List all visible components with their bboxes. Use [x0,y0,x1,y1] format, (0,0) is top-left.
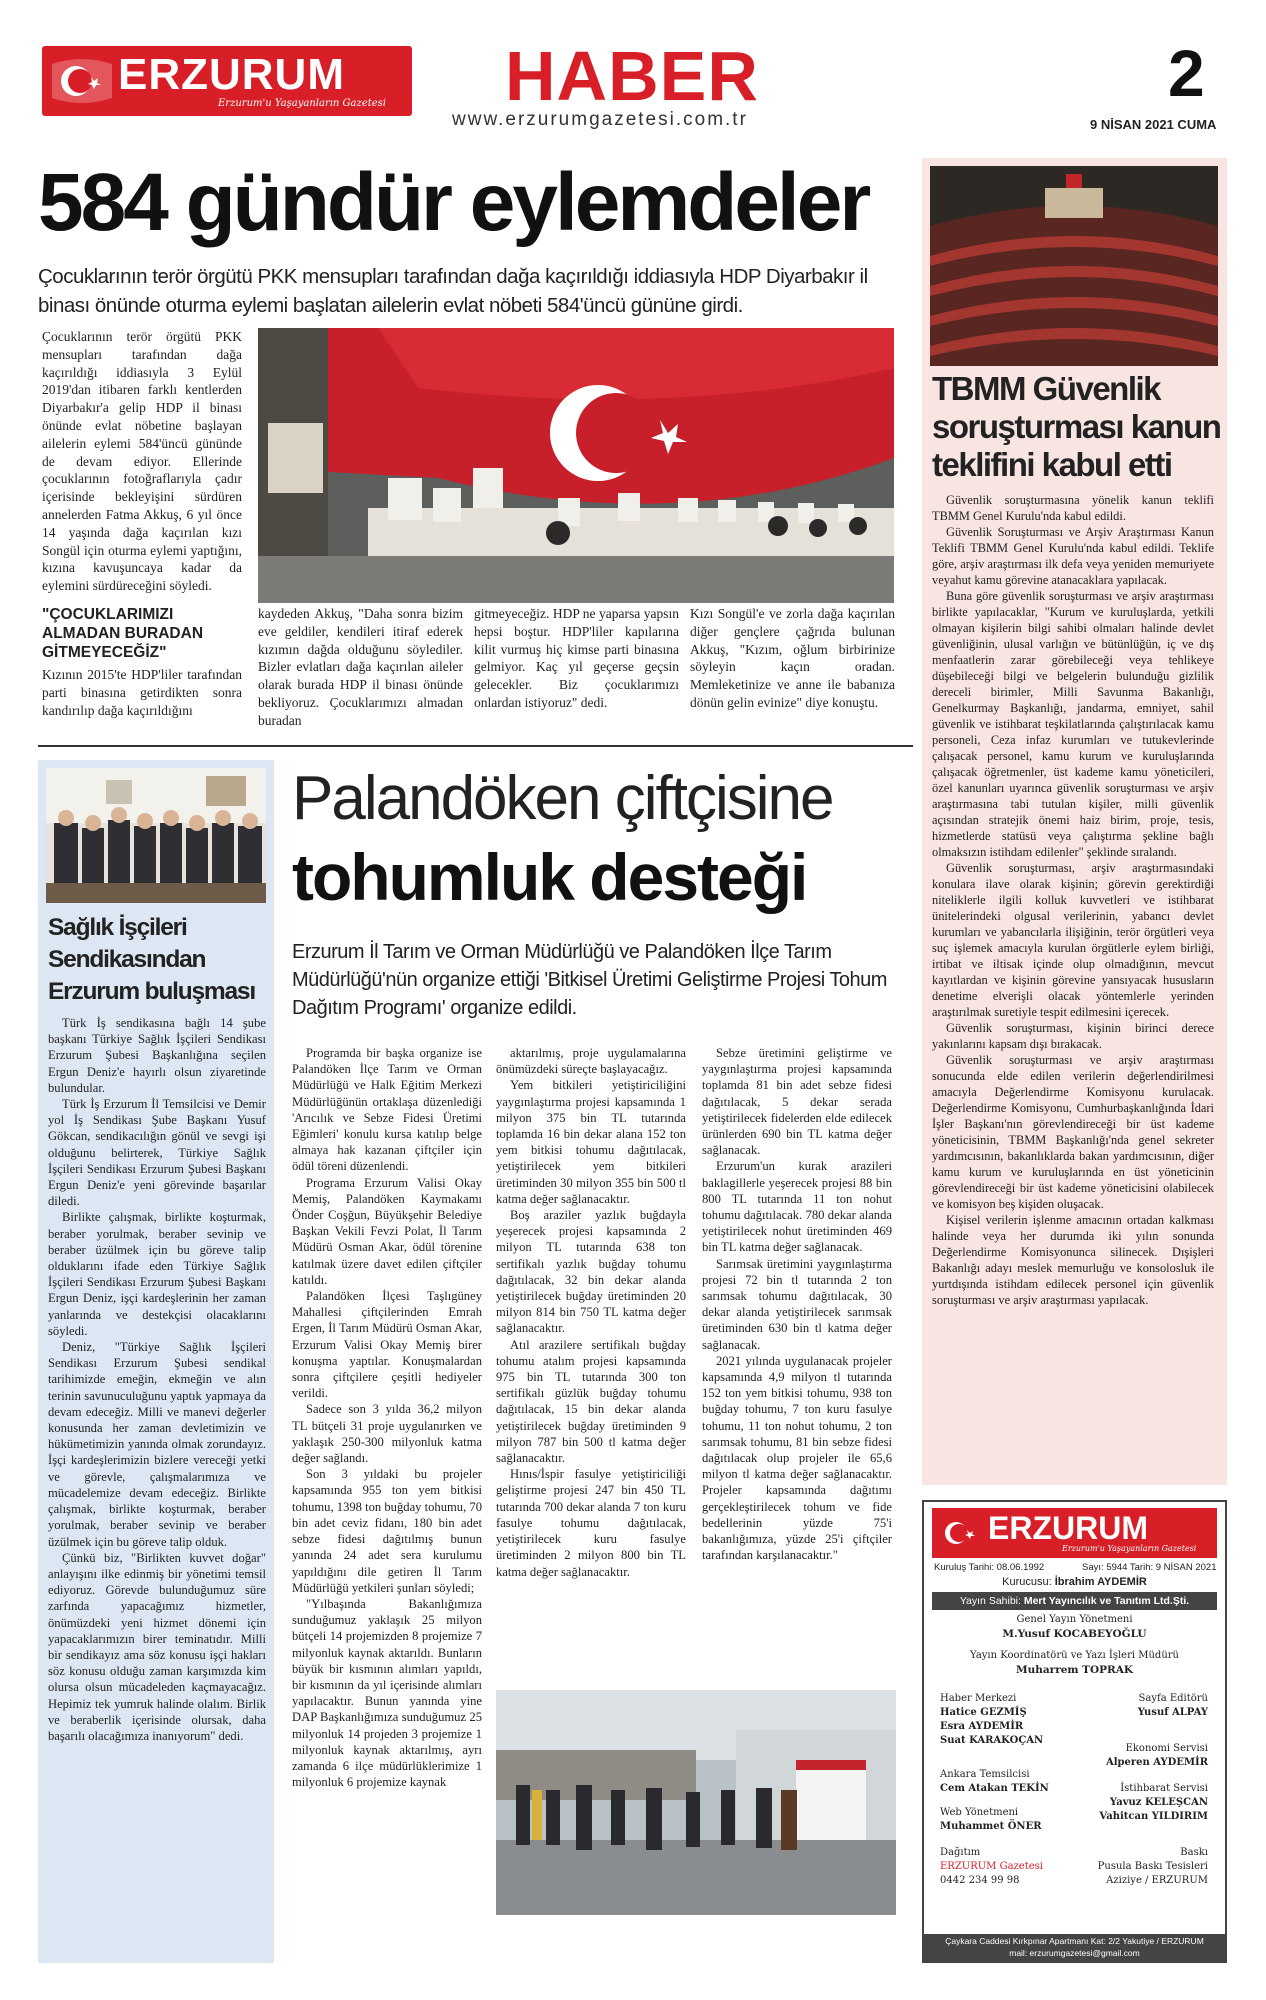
intel-name: Yavuz KELEŞCAN [1109,1797,1208,1808]
news-center-name: Hatice GEZMİŞ [940,1707,1027,1718]
owner-name: Mert Yayıncılık ve Tanıtım Ltd.Şti. [1023,1595,1190,1607]
impressum-logo-tagline: Erzurum'u Yaşayanların Gazetesi [1062,1544,1197,1553]
page-number: 2 [1168,36,1205,110]
economy-name: Alperen AYDEMİR [1105,1757,1208,1768]
palandoken-paragraph: Sebze üretimini geliştirme ve yaygınlaştırma projesi kapsamında toplamda 81 bin adet sebze fidesi dağıtılacak, 5 dekar serada yetiştirilecek fidelerden elde edilecek ürünlerden 690 bin TL katma değer sağlanacak. [702,1046,892,1158]
impressum-founded: Kuruluş Tarihi: 08.06.1992 [934,1562,1045,1573]
palandoken-paragraph: Sarımsak üretimini yaygınlaştırma projesi 72 bin tl tutarında 2 ton sarımsak tohumu dağıtılacak, 30 dekar alanda yetiştirilecek sarımsak üretiminden 630 bin tl katma değer sağlanacak. [702,1256,892,1352]
impressum-footer [924,1934,1225,1961]
saglik-headline: Sağlık İşçileri Sendikasından Erzurum buluşması [48,914,255,1005]
palandoken-paragraph: 2021 yılında uygulanacak projeler kapsamında 4,9 milyon tl tutarında 152 ton yem bitkisi tohumu, 938 ton buğday tohumu, 7 ton kuru fasulye tohumu, 11 ton nohut tohumu, 2 ton sarımsak tohumu, 81 bin sebze fidesi dağıtılacak olup projeler ile 65,6 milyon tl katma değer sağlanacaktır. Projeler kapsamında dağıtımı gerçekleştirilecek tohum ve fide bedellerinin yüzde 75'i bakanlığımıza, yüzde 25'i çiftçiler tarafından karşılanacaktır." [702,1353,892,1563]
economy-label: Ekonomi Servisi [1125,1743,1208,1754]
palandoken-paragraph: Yem bitkileri yetiştiriciliğini yaygınlaştırma projesi kapsamında 1 milyon 375 bin TL tutarında toplamda 16 bin dekar alana 152 ton yem bitkisi tohumu dağıtılacak, yetiştirilecek yem bitkileri üretiminden 30 milyon 355 bin 500 tl katma değer sağlanacaktır. [496,1078,686,1206]
lead-col3-text: gitmeyeceğiz. HDP ne yaparsa yapsın hepsi boştur. HDP'liler kapılarına kilit vurmuş hiç kimse parti binasına gelmiyor. Kaç yıl geçerse geçsin gelecekler. Biz çocuklarımızı onlardan istiyoruz" dedi. [474,606,679,710]
palandoken-headline-line2: tohumluk desteği [292,840,807,914]
saglik-photo [46,768,266,903]
page-editor [1090,1692,1208,1720]
saglik-paragraph: Türk İş sendikasına bağlı 14 şube başkanı Türkiye Sağlık İşçileri Sendikası Erzurum Şubesi Başkanlığına seçilen Ergun Deniz'e hayırlı olsun ziyaretinde bulundular. [48,1016,266,1095]
lead-headline: 584 gündür eylemdeler [38,157,869,248]
impressum-founder-row [932,1576,1217,1588]
saglik-paragraph: Deniz, "Türkiye Sağlık İşçileri Sendikası Erzurum Şubesi sendikal tarihimizde emeğin, ekmeğin ve alın terinin savunuculuğunu yaptık yapmaya da devam edeceğiz. Milli ve manevi değerler konusunda her zaman devletimizin ve hükümetimizin yanında olmak zorundayız. İşçi kardeşlerimizin bizlere vereceği yetki ve görevle, çalışmalarımıza ve mücadelemize devam edeceğiz. Birlikte çalışmak, birlikte koşturmak, beraber yorulmak, beraber sevinip ve beraber üzülmek için bu göreve talip olduk. [48,1340,266,1549]
printing-name: Pusula Baskı Tesisleri [1097,1861,1208,1872]
ankara-label: Ankara Temsilcisi [940,1769,1030,1780]
page-editor-name: Yusuf ALPAY [1137,1707,1208,1718]
palandoken-paragraph: Boş araziler yazlık buğdayla yeşerecek projesi kapsamında 2 milyon TL tutarında 638 ton sertifikalı yazlık buğday tohumu dağıtılacak, 32 bin dekar alanda yetiştirilecek buğday üretiminden 20 milyon 814 bin 750 TL katma değer sağlanacaktır. [496,1208,686,1336]
printing [1070,1846,1208,1888]
impressum-address: Çaykara Caddesi Kırkpınar Apartmanı Kat: 2/2 Yakutiye / ERZURUM [945,1936,1204,1946]
tbmm-paragraph: Güvenlik soruşturması, arşiv araştırmasındaki konulara ilave olarak kişinin; görevin gerektirdiği niteliklerle ilgili kolluk kuvvetleri ve istihbarat ünitelerindeki olgusal verilerinin, yabancı devlet kurumları ve yabancılarla ilişiğinin, terör örgütleri veya suç işlemek amacıyla kurulan örgütlerle eylem birliği, irtibat ve iltisak içinde olup olmadığının, mevcut kayıtlardan ve kişinin görevine yansıyacak hususların denetime elverişli olacak yöntemlerle yerinden araştırılmak suretiyle tespit edilmesini içerecek. [932,861,1214,1019]
ankara-name: Cem Atakan TEKİN [940,1783,1049,1794]
logo-name: ERZURUM [118,50,345,99]
news-center [940,1692,1043,1748]
lead-col1-text2: Kızının 2015'te HDP'liler tarafından parti binasına getirdikten sonra kandırılıp dağa kaçırıldığını [42,667,242,718]
saglik-paragraph: Türk İş Erzurum İl Temsilcisi ve Demir yol İş Sendikası Şube Başkanı Yusuf Gökcan, sendikacılığın gönül ve sevgi işi olduğunu belirterek, Türkiye Sağlık İşçileri Sendikası Erzurum Şubesi Başkanı Ergun Deniz'e yeni görevinde başarılar diledi. [48,1097,266,1209]
page-editor-label: Sayfa Editörü [1138,1693,1208,1704]
palandoken-paragraph: Son 3 yıldaki bu projeler kapsamında 955 ton yem bitkisi tohumu, 1398 ton buğday tohumu, 70 bin adet ceviz fidanı, 180 bin adet sebze fidesi dağıtılmış bunun yanında 24 adet sera kurulumu yapıldığını dile getiren İl Tarım Müdürlüğü yetkileri şunları söyledi; [292,1467,482,1595]
saglik-paragraph: Çünkü biz, "Birlikten kuvvet doğar" anlayışını ilke edinmiş bir yönetimi temsil ediyoruz. Görevde bulunduğumuz süre zarfında yapacağımız hizmetler, önümüzdeki yeni hizmet dönemi için yapacaklarımızın birer teminatıdır. Milli bir sendikayız ama söz konusu işçi hakları söz konusu olduğu zaman karşımızda kim olursa olsun mücadeleden kaçmayacağız. Hepimiz tek yumruk halinde olalım. Birlik ve beraberlik içerisinde olursak, daha başarılı olacağımıza inanıyorum" dedi. [48,1550,266,1743]
lead-col2-text: kaydeden Akkuş, "Daha sonra bizim eve geldiler, kendileri itiraf ederek kızımın dağda olduğunu söylediler. Bizler evlatları dağa kaçırılan aileler olarak burada HDP il binası önünde bekliyoruz. Çocuklarımızı almadan buradan [258,606,463,728]
distribution-phone: 0442 234 99 98 [940,1875,1020,1886]
palandoken-headline-line1: Palandöken çiftçisine [292,764,833,833]
palandoken-col1 [292,1045,482,1790]
tbmm-paragraph: Güvenlik soruşturması ve arşiv araştırması sonucunda elde edilen verilerin değerlendirilmesi amacıyla Değerlendirme Komisyonu kurulacak. Değerlendirme Komisyonu, Cumhurbaşkanlığında İdari İşler Başkanı'nın görevlendireceği bir üst kademe yöneticisinin, TBMM Başkanlığı'nda genel sekreter yardımcısının, bakanlıklarda bakan yardımcısının, diğer kamu kurum ve kuruluşlarında en üst yöneticinin görevlendireceği bir üst kademe yöneticisini olabilecek ve komisyon beş kişiden oluşacak. [932,1053,1214,1211]
news-center-name: Esra AYDEMİR [940,1721,1024,1732]
palandoken-paragraph: "Yılbaşında Bakanlığımıza sunduğumuz yaklaşık 25 milyon bütçeli 14 projemizden 8 projemize 7 milyonluk kaynak aktarıldı. Bunların büyük bir kısmının alımları yapıldı, bir kısmının da yıl içerisinde alımları yapılacaktır. Bunun yanında yine DAP Başkanlığımıza sunduğumuz 25 milyonluk 14 projeden 3 projemize 1 milyonluk kaynak aktarılmış, ayrı zamanda 6 ilçe müdürlüklerimize 1 milyonluk 6 projemize kaynak [292,1596,482,1790]
impressum-logo [932,1508,1217,1558]
printing-location: Aziziye / ERZURUM [1106,1875,1208,1886]
tbmm-paragraph: Kişisel verilerin işlenme amacının ortadan kalkması halinde veya her durumda iki yılın sonunda Değerlendirme Komisyonunca silinecek. Dışişleri Bakanlığı adayı meslek memurluğu ve konsolosluk ile yurtdışında istihdam edilecek personel için güvenlik soruşturması ve arşiv araştırması yapılacak. [932,1213,1214,1307]
founder-name: İbrahim AYDEMİR [1054,1576,1147,1588]
tbmm-paragraph: Buna göre güvenlik soruşturması ve arşiv araştırması birlikte yapılacaklar, "Kurum ve kuruluşlarda, yetkili olmayan kişilerin bilgi sahibi olmaları halinde devlet güvenliğinin, ulusal varlığın ve bütünlüğün, iç ve dış menfaatlerin zarar görebileceği veya tehlikeye düşebileceği bilgi ve belgelerin bulunduğu gizlilik dereceli birimler, Milli Savunma Bakanlığı, Genelkurmay Başkanlığı, jandarma, emniyet, sahil güvenlik ve istihbarat teşkilatlarında çalıştırılacak kamu personeli, Ceza infaz kurumları ve tutukevlerinde çalışacak personel, kamu kurum ve kuruluşlarında çalışacak öğretmenler, üst kademe kamu yöneticileri, özel kanunları uyarınca güvenlik soruşturması ve arşiv araştırmasına tabi tutulan kişiler, milli güvenlik açısından stratejik önemi haiz birim, proje, tesis, hizmetlerde statüsü veya çalıştırma şekline bağlı olmaksızın istihdam edilenler" şeklinde sıralandı. [932,589,1214,859]
lead-col1-text: Çocuklarının terör örgütü PKK mensupları tarafından dağa kaçırıldığı iddiasıyla 3 Eylül 2019'dan itibaren farklı kentlerden Diyarbakır'a gelip HDP il binası önünde evlat nöbetine başlayan ailelerin eylemi 584'üncü gününde de devam ediyor. Ellerinde çocuklarının fotoğraflarıyla çadır içerisinde bekleyişini sürdüren annelerden Fatma Akkuş, 6 yıl önce 14 yaşında dağa kaçırılan kızı Songül için oturma eylemi yaptığını, kızına kavuşuncaya kadar da eylemini sürdüreceğini söyledi. [42,329,242,594]
web-name: Muhammet ÖNER [940,1821,1042,1832]
website-url[interactable]: www.erzurumgazetesi.com.tr [452,109,748,130]
founder-label: Kurucusu: [1002,1576,1052,1588]
printing-label: Baskı [1180,1847,1208,1858]
saglik-paragraph: Birlikte çalışmak, birlikte koşturmak, beraber yorulmak, beraber sevinip ve beraber üzülmek için bu göreve talip olduklarını ifade eden Türkiye Sağlık İşçileri Sendikası Erzurum Şubesi Başkanı Ergun Deniz, işçi kardeşlerinin her zaman yanlarında ve destekçisi olacaklarını söyledi. [48,1210,266,1338]
palandoken-col2 [496,1045,686,1580]
turkish-flag-icon [46,52,118,110]
distribution-label: Dağıtım [940,1847,981,1858]
masthead-logo[interactable] [42,46,412,116]
tbmm-paragraph: Güvenlik soruşturmasına yönelik kanun teklifi TBMM Genel Kurulu'nda kabul edildi. [932,493,1214,523]
saglik-body [48,1015,266,1744]
yk-label: Yayın Koordinatörü ve Yazı İşleri Müdürü [970,1650,1179,1661]
tbmm-paragraph: Güvenlik Soruşturması ve Arşiv Araştırması Kanun Teklifi TBMM Genel Kurulu'nda kabul edildi. Teklife göre, arşiv araştırması ilk defa veya yeniden memuriyete veyahut kamu görevine atanacaklara yapılacak. [932,525,1214,587]
lead-deck: Çocuklarının terör örgütü PKK mensupları tarafından dağa kaçırıldığı iddiasıyla HDP Diyarbakır il binası önünde oturma eylemi başlatan ailelerin evlat nöbeti 584'üncü gününe girdi. [38,265,868,317]
palandoken-paragraph: Erzurum'un kurak arazileri baklagillerle yeşerecek projesi 88 bin 800 TL tutarında 11 ton nohut tohumu dağıtılacak. 780 dekar alanda yetiştirilecek nohut üretiminden 469 bin TL katma değer sağlanacak. [702,1159,892,1255]
news-center-label: Haber Merkezi [940,1693,1017,1704]
gy-label: Genel Yayın Yönetmeni [1016,1614,1133,1625]
intel-label: İstihbarat Servisi [1120,1783,1208,1794]
impressum-issue: Sayı: 5944 Tarih: 9 NİSAN 2021 [1082,1562,1217,1573]
tbmm-paragraph: Güvenlik soruşturması, kişinin birinci derece yakınlarını kapsam dışı bırakacak. [932,1021,1214,1051]
palandoken-paragraph: Sadece son 3 yılda 36,2 milyon TL bütçeli 31 proje uygulanırken ve yaklaşık 250-300 milyonluk katma değer sağlandı. [292,1402,482,1466]
issue-date: 9 NİSAN 2021 CUMA [1090,117,1217,132]
intel-name: Vahitcan YILDIRIM [1099,1811,1208,1822]
web-label: Web Yönetmeni [940,1807,1019,1818]
logo-tagline: Erzurum'u Yaşayanların Gazetesi [218,98,386,109]
yk-name: Muharrem TOPRAK [1015,1664,1134,1676]
tbmm-headline: TBMM Güvenlik soruşturması kanun teklifini kabul etti [932,370,1221,483]
palandoken-paragraph: Hınıs/İspir fasulye yetiştiriciliği geliştirme projesi 247 bin 450 TL tutarında 700 dekar alanda 7 ton kuru fasulye tohumu dağıtılacak, yetiştirilecek kuru fasulye üretiminden 2 milyon 800 bin TL katma değer sağlanacaktır. [496,1467,686,1579]
turkish-flag-icon [936,1512,986,1554]
section-divider [38,745,913,747]
distribution [940,1846,1043,1888]
section-title: HABER [505,37,759,115]
lead-photo [258,328,894,603]
impressum-email[interactable]: mail: erzurumgazetesi@gmail.com [1009,1948,1140,1958]
distribution-name: ERZURUM Gazetesi [940,1861,1043,1872]
tbmm-body [932,492,1214,1308]
palandoken-paragraph: aktarılmış, proje uygulamalarına önümüzdeki süreçte başlayacağız. [496,1046,686,1077]
palandoken-col3 [702,1045,892,1564]
gy-name: M.Yusuf KOCABEYOĞLU [1002,1628,1147,1640]
intel-service [1070,1782,1208,1824]
web-manager [940,1806,1042,1834]
ankara-rep [940,1768,1049,1796]
palandoken-paragraph: Programa Erzurum Valisi Okay Memiş, Palandöken Kaymakamı Önder Coşğun, Büyükşehir Belediye Başkan Vekili Fevzi Polat, İl Tarım Müdürü Osman Akar, ödül törenine katılmak üzere davet edilen çiftçiler katıldı. [292,1175,482,1287]
palandoken-paragraph: Palandöken İlçesi Taşlıgüney Mahallesi çiftçilerinden Emrah Ergen, İl Tarım Müdürü Osman Akar, Erzurum Valisi Okay Memiş birer konuşma yaptılar. Konuşmalardan sonra çiftçilere çeşitli hediyeler verildi. [292,1289,482,1401]
palandoken-deck: Erzurum İl Tarım ve Orman Müdürlüğü ve Palandöken İlçe Tarım Müdürlüğü'nün organize ettiği 'Bitkisel Üretimi Geliştirme Projesi Tohum Dağıtım Programı' organize edildi. [292,941,887,1019]
lead-subhead: "ÇOCUKLARIMIZI ALMADAN BURADAN GİTMEYECEĞİZ" [42,606,204,661]
impressum-owner-row [932,1592,1217,1610]
palandoken-paragraph: Programda bir başka organize ise Palandöken İlçe Tarım ve Orman Müdürlüğü ve Halk Eğitim Merkezi Müdürlüğünün ortaklaşa düzenlediği 'Arıcılık ve Sebze Fidesi Üretimi Eğimleri' konulu kursa katılıp belge almaya hak kazanan çiftçiler için ödül töreni düzenlendi. [292,1046,482,1174]
economy-service [1080,1742,1208,1770]
lead-col4-text: Kızı Songül'e ve zorla dağa kaçırılan diğer gençlere çağrıda bulunan Akkuş, "Kızım, oğlum birbirinize söyleyin kaçın oradan. Memleketinize ve anne ile babanıza dönün gelin evinize" diye konuştu. [690,606,895,710]
palandoken-paragraph: Atıl arazilere sertifikalı buğday tohumu atalım projesi kapsamında 975 bin TL tutarında 300 ton sertifikalı güzlük buğday tohumu dağıtılacak, 15 bin dekar alanda yetiştirilecek buğday üretiminden 9 milyon 787 bin 500 tl katma değer sağlanacaktır. [496,1337,686,1466]
tbmm-photo [930,166,1218,366]
news-center-name: Suat KARAKOÇAN [940,1735,1044,1746]
palandoken-photo [496,1690,896,1915]
owner-label: Yayın Sahibi: [959,1595,1021,1607]
impressum-logo-name: ERZURUM [988,1510,1148,1546]
